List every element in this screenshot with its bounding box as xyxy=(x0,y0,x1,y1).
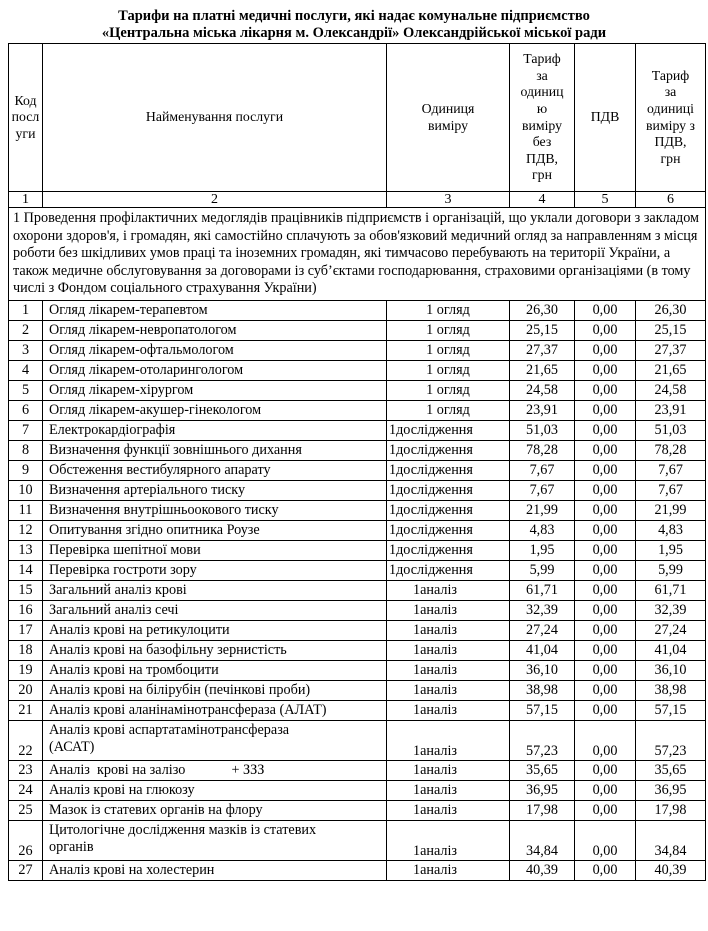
service-unit: 1 огляд xyxy=(387,320,510,340)
service-name: Аналіз крові на базофільну зернистість xyxy=(43,640,387,660)
tariff-with-vat: 61,71 xyxy=(636,580,706,600)
table-row xyxy=(9,640,706,660)
service-name-line-1: Аналіз крові аспартатамінотрансфераза xyxy=(49,721,290,738)
vat-amount: 0,00 xyxy=(575,360,636,380)
vat-amount: 0,00 xyxy=(575,560,636,580)
tariff-with-vat: 7,67 xyxy=(636,460,706,480)
tariff-with-vat: 4,83 xyxy=(636,520,706,540)
service-code: 2 xyxy=(9,320,43,340)
service-name: Перевірка гостроти зору xyxy=(43,560,387,580)
tariff-without-vat: 61,71 xyxy=(510,580,575,600)
tariff-without-vat: 36,10 xyxy=(510,660,575,680)
header-vat: ПДВ xyxy=(575,44,636,192)
vat-amount: 0,00 xyxy=(575,300,636,320)
service-name: Загальний аналіз крові xyxy=(43,580,387,600)
tariff-with-vat: 57,15 xyxy=(636,700,706,720)
service-name: Загальний аналіз сечі xyxy=(43,600,387,620)
vat-amount: 0,00 xyxy=(575,660,636,680)
service-unit: 1аналіз xyxy=(387,640,510,660)
tariff-without-vat: 57,23 xyxy=(510,720,575,760)
tariff-with-vat: 57,23 xyxy=(636,720,706,760)
service-name xyxy=(43,720,387,760)
vat-amount: 0,00 xyxy=(575,700,636,720)
service-unit: 1аналіз xyxy=(387,860,510,880)
service-name-line-1: Цитологічне дослідження мазків із статевих xyxy=(49,821,317,838)
tariff-with-vat: 40,39 xyxy=(636,860,706,880)
service-name: Аналіз крові аланінамінотрансфераза (АЛАТ) xyxy=(43,700,387,720)
service-name: Огляд лікарем-терапевтом xyxy=(43,300,387,320)
vat-amount: 0,00 xyxy=(575,540,636,560)
vat-amount: 0,00 xyxy=(575,440,636,460)
tariff-with-vat: 25,15 xyxy=(636,320,706,340)
service-name: Аналіз крові на залізо + ЗЗЗ xyxy=(43,760,387,780)
tariff-with-vat: 35,65 xyxy=(636,760,706,780)
vat-amount: 0,00 xyxy=(575,380,636,400)
service-code: 21 xyxy=(9,700,43,720)
header-row xyxy=(9,44,706,192)
service-code: 16 xyxy=(9,600,43,620)
service-name xyxy=(43,820,387,860)
table-row xyxy=(9,360,706,380)
service-name: Аналіз крові на холестерин xyxy=(43,860,387,880)
tariff-without-vat: 25,15 xyxy=(510,320,575,340)
service-name: Огляд лікарем-отоларингологом xyxy=(43,360,387,380)
service-name: Визначення функції зовнішнього дихання xyxy=(43,440,387,460)
service-code: 9 xyxy=(9,460,43,480)
service-code: 15 xyxy=(9,580,43,600)
table-row xyxy=(9,560,706,580)
table-row xyxy=(9,320,706,340)
service-unit: 1 огляд xyxy=(387,340,510,360)
service-name: Огляд лікарем-невропатологом xyxy=(43,320,387,340)
tariff-without-vat: 78,28 xyxy=(510,440,575,460)
service-unit: 1дослідження xyxy=(387,560,510,580)
tariff-without-vat: 21,65 xyxy=(510,360,575,380)
service-name: Аналіз крові на ретикулоцити xyxy=(43,620,387,640)
service-name: Електрокардіографія xyxy=(43,420,387,440)
service-code: 11 xyxy=(9,500,43,520)
tariff-with-vat: 23,91 xyxy=(636,400,706,420)
service-unit: 1аналіз xyxy=(387,820,510,860)
service-name: Опитування згідно опитника Роузе xyxy=(43,520,387,540)
tariff-without-vat: 36,95 xyxy=(510,780,575,800)
tariff-without-vat: 38,98 xyxy=(510,680,575,700)
tariff-without-vat: 27,37 xyxy=(510,340,575,360)
vat-amount: 0,00 xyxy=(575,620,636,640)
tariff-without-vat: 23,91 xyxy=(510,400,575,420)
service-name: Огляд лікарем-хірургом xyxy=(43,380,387,400)
table-row xyxy=(9,600,706,620)
header-tariff-without-vat: Тариф за одиниц ю виміру без ПДВ, грн xyxy=(510,44,575,192)
column-index: 5 xyxy=(575,192,636,208)
vat-amount: 0,00 xyxy=(575,680,636,700)
tariff-with-vat: 1,95 xyxy=(636,540,706,560)
service-unit: 1дослідження xyxy=(387,500,510,520)
service-unit: 1 огляд xyxy=(387,400,510,420)
tariff-with-vat: 36,95 xyxy=(636,780,706,800)
column-index: 6 xyxy=(636,192,706,208)
tariff-with-vat: 34,84 xyxy=(636,820,706,860)
service-code: 20 xyxy=(9,680,43,700)
vat-amount: 0,00 xyxy=(575,640,636,660)
table-row xyxy=(9,620,706,640)
service-unit: 1дослідження xyxy=(387,540,510,560)
vat-amount: 0,00 xyxy=(575,340,636,360)
tariff-with-vat: 5,99 xyxy=(636,560,706,580)
vat-amount: 0,00 xyxy=(575,800,636,820)
service-unit: 1аналіз xyxy=(387,800,510,820)
table-row xyxy=(9,420,706,440)
tariff-with-vat: 32,39 xyxy=(636,600,706,620)
tariff-with-vat: 21,99 xyxy=(636,500,706,520)
column-index: 2 xyxy=(43,192,387,208)
vat-amount: 0,00 xyxy=(575,400,636,420)
service-code: 3 xyxy=(9,340,43,360)
service-code: 22 xyxy=(9,720,43,760)
tariff-without-vat: 24,58 xyxy=(510,380,575,400)
service-code: 8 xyxy=(9,440,43,460)
service-unit: 1аналіз xyxy=(387,680,510,700)
service-name: Мазок із статевих органів на флору xyxy=(43,800,387,820)
table-row xyxy=(9,340,706,360)
tariff-without-vat: 41,04 xyxy=(510,640,575,660)
service-code: 5 xyxy=(9,380,43,400)
service-unit: 1дослідження xyxy=(387,440,510,460)
tariff-with-vat: 38,98 xyxy=(636,680,706,700)
service-unit: 1аналіз xyxy=(387,660,510,680)
service-unit: 1аналіз xyxy=(387,720,510,760)
service-unit: 1дослідження xyxy=(387,460,510,480)
tariff-without-vat: 21,99 xyxy=(510,500,575,520)
tariff-table xyxy=(8,43,706,881)
title-line-2: «Центральна міська лікарня м. Олександрії» Олександрійської міської ради xyxy=(101,25,607,41)
service-code: 12 xyxy=(9,520,43,540)
service-code: 18 xyxy=(9,640,43,660)
service-code: 19 xyxy=(9,660,43,680)
section-row xyxy=(9,208,706,301)
table-row xyxy=(9,400,706,420)
column-index-row xyxy=(9,192,706,208)
header-service-name: Найменування послуги xyxy=(43,44,387,192)
service-code: 14 xyxy=(9,560,43,580)
tariff-with-vat: 27,37 xyxy=(636,340,706,360)
tariff-without-vat: 4,83 xyxy=(510,520,575,540)
tariff-with-vat: 36,10 xyxy=(636,660,706,680)
service-code: 27 xyxy=(9,860,43,880)
service-unit: 1 огляд xyxy=(387,300,510,320)
table-row xyxy=(9,460,706,480)
service-code: 17 xyxy=(9,620,43,640)
service-code: 10 xyxy=(9,480,43,500)
tariff-with-vat: 78,28 xyxy=(636,440,706,460)
service-unit: 1дослідження xyxy=(387,520,510,540)
service-name: Огляд лікарем-офтальмологом xyxy=(43,340,387,360)
table-row xyxy=(9,680,706,700)
service-code: 25 xyxy=(9,800,43,820)
service-name-line-2: (АСАТ) xyxy=(49,738,95,755)
table-row xyxy=(9,300,706,320)
service-code: 13 xyxy=(9,540,43,560)
table-row xyxy=(9,500,706,520)
table-row xyxy=(9,440,706,460)
tariff-without-vat: 1,95 xyxy=(510,540,575,560)
section-description: 1 Проведення профілактичних медоглядів працівників підприємств і організацій, що уклали договори з закладом охорони здоров'я, і громадян, які самостійно сплачують за обов'язковий медичний огляд за направленням з місця роботи без шкідливих умов праці та іноземних громадян, які тимчасово перебувають на території України, а також медичне обслуговування за договорами із суб’єктами господарювання, страховими організаціями (в тому числі з Фондом соціального страхування України) xyxy=(9,208,706,301)
vat-amount: 0,00 xyxy=(575,720,636,760)
service-name: Перевірка шепітної мови xyxy=(43,540,387,560)
vat-amount: 0,00 xyxy=(575,460,636,480)
service-name-line-2: органів xyxy=(49,838,94,855)
title-line-1: Тарифи на платні медичні послуги, які надає комунальне підприємство xyxy=(118,8,590,24)
tariff-with-vat: 41,04 xyxy=(636,640,706,660)
table-row xyxy=(9,380,706,400)
service-unit: 1аналіз xyxy=(387,600,510,620)
vat-amount: 0,00 xyxy=(575,500,636,520)
vat-amount: 0,00 xyxy=(575,420,636,440)
service-unit: 1аналіз xyxy=(387,580,510,600)
service-unit: 1 огляд xyxy=(387,360,510,380)
tariff-without-vat: 51,03 xyxy=(510,420,575,440)
table-row xyxy=(9,780,706,800)
service-name: Визначення артеріального тиску xyxy=(43,480,387,500)
tariff-without-vat: 7,67 xyxy=(510,480,575,500)
tariff-with-vat: 7,67 xyxy=(636,480,706,500)
tariff-without-vat: 57,15 xyxy=(510,700,575,720)
table-row xyxy=(9,860,706,880)
vat-amount: 0,00 xyxy=(575,480,636,500)
header-code: Код посл уги xyxy=(9,44,43,192)
tariff-with-vat: 26,30 xyxy=(636,300,706,320)
tariff-without-vat: 26,30 xyxy=(510,300,575,320)
service-unit: 1аналіз xyxy=(387,620,510,640)
vat-amount: 0,00 xyxy=(575,320,636,340)
service-name: Аналіз крові на тромбоцити xyxy=(43,660,387,680)
service-code: 24 xyxy=(9,780,43,800)
service-name: Аналіз крові на білірубін (печінкові проби) xyxy=(43,680,387,700)
table-row xyxy=(9,480,706,500)
document-title xyxy=(0,0,708,42)
vat-amount: 0,00 xyxy=(575,760,636,780)
table-row xyxy=(9,580,706,600)
service-code: 7 xyxy=(9,420,43,440)
tariff-with-vat: 24,58 xyxy=(636,380,706,400)
tariff-without-vat: 7,67 xyxy=(510,460,575,480)
header-tariff-with-vat: Тариф за одиниці виміру з ПДВ, грн xyxy=(636,44,706,192)
service-unit: 1дослідження xyxy=(387,420,510,440)
service-name: Огляд лікарем-акушер-гінекологом xyxy=(43,400,387,420)
table-row xyxy=(9,760,706,780)
vat-amount: 0,00 xyxy=(575,860,636,880)
table-row xyxy=(9,720,706,760)
column-index: 4 xyxy=(510,192,575,208)
service-code: 6 xyxy=(9,400,43,420)
tariff-without-vat: 40,39 xyxy=(510,860,575,880)
tariff-with-vat: 17,98 xyxy=(636,800,706,820)
service-unit: 1аналіз xyxy=(387,760,510,780)
vat-amount: 0,00 xyxy=(575,600,636,620)
service-code: 23 xyxy=(9,760,43,780)
table-row xyxy=(9,520,706,540)
service-code: 26 xyxy=(9,820,43,860)
vat-amount: 0,00 xyxy=(575,580,636,600)
table-row xyxy=(9,660,706,680)
tariff-without-vat: 35,65 xyxy=(510,760,575,780)
service-name: Визначення внутрішньоокового тиску xyxy=(43,500,387,520)
vat-amount: 0,00 xyxy=(575,820,636,860)
tariff-without-vat: 17,98 xyxy=(510,800,575,820)
column-index: 1 xyxy=(9,192,43,208)
service-code: 4 xyxy=(9,360,43,380)
service-unit: 1аналіз xyxy=(387,700,510,720)
table-row xyxy=(9,820,706,860)
tariff-without-vat: 27,24 xyxy=(510,620,575,640)
service-code: 1 xyxy=(9,300,43,320)
tariff-with-vat: 21,65 xyxy=(636,360,706,380)
service-unit: 1дослідження xyxy=(387,480,510,500)
service-name: Обстеження вестибулярного апарату xyxy=(43,460,387,480)
table-row xyxy=(9,800,706,820)
vat-amount: 0,00 xyxy=(575,520,636,540)
column-index: 3 xyxy=(387,192,510,208)
tariff-with-vat: 27,24 xyxy=(636,620,706,640)
service-unit: 1аналіз xyxy=(387,780,510,800)
tariff-with-vat: 51,03 xyxy=(636,420,706,440)
table-row xyxy=(9,540,706,560)
service-unit: 1 огляд xyxy=(387,380,510,400)
tariff-without-vat: 5,99 xyxy=(510,560,575,580)
table-row xyxy=(9,700,706,720)
tariff-without-vat: 34,84 xyxy=(510,820,575,860)
vat-amount: 0,00 xyxy=(575,780,636,800)
tariff-without-vat: 32,39 xyxy=(510,600,575,620)
header-unit: Одиниця виміру xyxy=(387,44,510,192)
service-name: Аналіз крові на глюкозу xyxy=(43,780,387,800)
